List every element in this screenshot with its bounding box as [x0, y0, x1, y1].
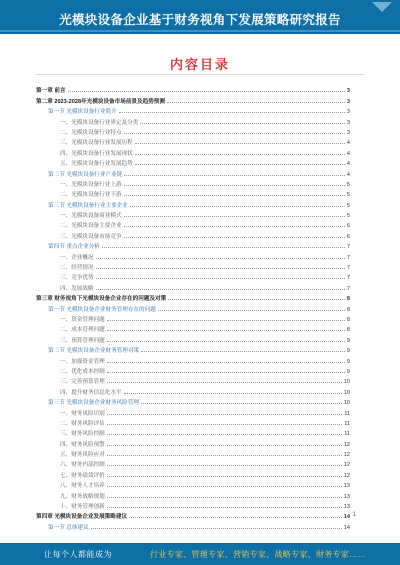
toc-leader-dots [107, 476, 342, 477]
toc-entry[interactable] [36, 84, 350, 94]
toc-entry-title: 六、财务内部控制 [60, 462, 105, 469]
toc-leader-dots [124, 393, 342, 394]
toc-entry-page: 10 [343, 400, 350, 407]
toc-entry[interactable] [36, 302, 350, 312]
toc-entry-page: 8 [346, 316, 350, 323]
toc-entry[interactable] [36, 250, 350, 260]
toc-entry[interactable] [36, 489, 350, 499]
toc-entry[interactable] [36, 281, 350, 291]
toc-entry[interactable] [36, 229, 350, 239]
toc-leader-dots [107, 320, 345, 321]
toc-entry[interactable] [36, 115, 350, 125]
toc-leader-dots [158, 310, 345, 311]
toc-entry-title: 十、财务管理创新 [60, 504, 105, 511]
toc-entry-title: 七、财务绩效评价 [60, 472, 105, 479]
toc-entry[interactable] [36, 344, 350, 354]
toc-entry-page: 3 [346, 109, 350, 116]
toc-entry-page: 3 [346, 98, 350, 105]
toc-leader-dots [107, 362, 345, 363]
toc-leader-dots [107, 372, 345, 373]
toc-entry[interactable] [36, 188, 350, 198]
toc-leader-dots [107, 341, 345, 342]
table-of-contents [36, 84, 350, 531]
toc-leader-dots [124, 237, 345, 238]
toc-entry-title: 二、财务风险评估 [60, 420, 105, 427]
toc-leader-dots [107, 382, 342, 383]
toc-leader-dots [107, 445, 342, 446]
toc-leader-dots [140, 123, 345, 124]
toc-entry-page: 3 [346, 88, 350, 95]
toc-entry-title: 一、加强资金管理 [60, 358, 105, 365]
page-title: 内容目录 [169, 57, 230, 72]
toc-entry-title: 一、光模块设备行业界定及分类 [60, 119, 139, 126]
toc-entry[interactable] [36, 375, 350, 385]
report-title: 光模块设备企业基于财务视角下发展策略研究报告 [59, 13, 341, 27]
toc-entry[interactable] [36, 396, 350, 406]
toc-entry-title: 五、财务风险应对 [60, 452, 105, 459]
toc-entry[interactable] [36, 468, 350, 478]
toc-entry[interactable] [36, 261, 350, 271]
toc-entry-title: 四、财务风险预警 [60, 441, 105, 448]
toc-entry-title: 第一节 光模块设备行业简介 [48, 109, 117, 116]
toc-leader-dots [96, 258, 345, 259]
toc-leader-dots [107, 455, 342, 456]
toc-leader-dots [96, 268, 345, 269]
toc-leader-dots [124, 133, 345, 134]
toc-entry-page: 6 [346, 223, 350, 230]
toc-entry-page: 7 [346, 285, 350, 292]
toc-entry[interactable] [36, 323, 350, 333]
toc-entry[interactable] [36, 313, 350, 323]
toc-entry[interactable] [36, 105, 350, 115]
toc-entry[interactable] [36, 510, 350, 520]
toc-entry-title: 一、财务风险识别 [60, 410, 105, 417]
toc-leader-dots [167, 102, 345, 103]
report-footer [0, 543, 400, 565]
toc-entry[interactable] [36, 354, 350, 364]
toc-entry[interactable] [36, 520, 350, 530]
toc-leader-dots [107, 486, 342, 487]
toc-entry-page: 12 [343, 441, 350, 448]
toc-entry-title: 五、光模块设备行业发展趋势 [60, 161, 133, 168]
toc-entry[interactable] [36, 178, 350, 188]
toc-entry[interactable] [36, 146, 350, 156]
toc-entry-page: 11 [344, 410, 350, 417]
toc-entry[interactable] [36, 365, 350, 375]
toc-entry-page: 8 [346, 327, 350, 334]
title-divider [36, 74, 364, 75]
toc-entry[interactable] [36, 437, 350, 447]
toc-entry[interactable] [36, 271, 350, 281]
toc-entry-page: 7 [346, 244, 350, 251]
toc-entry[interactable] [36, 198, 350, 208]
toc-entry-title: 一、光模块设备商业模式 [60, 213, 122, 220]
toc-entry-page: 10 [343, 379, 350, 386]
toc-leader-dots [130, 206, 345, 207]
toc-entry-page: 8 [346, 296, 350, 303]
toc-entry-title: 第三章 财务视角下光模块设备企业存在的问题及对策 [36, 296, 167, 303]
toc-entry-page: 3 [346, 129, 350, 136]
toc-entry-title: 第四章 光模块设备企业发展策略建议 [36, 514, 128, 521]
toc-entry-page: 12 [343, 452, 350, 459]
toc-leader-dots [107, 465, 342, 466]
toc-entry-page: 9 [346, 348, 350, 355]
toc-entry-title: 第二章 2023-2028年光模块设备市场前景及趋势预测 [36, 98, 165, 105]
toc-entry-title: 第一章 前言 [36, 88, 66, 95]
toc-entry[interactable] [36, 240, 350, 250]
toc-entry-page: 4 [346, 140, 350, 147]
toc-entry[interactable] [36, 126, 350, 136]
toc-entry-title: 第三节 光模块设备企业财务风险管理 [48, 400, 140, 407]
footer-expertise: 行业专家、管理专家、营销专家、战略专家、财务专家…… [150, 550, 366, 559]
toc-entry-title: 四、发展战略 [60, 285, 94, 292]
toc-entry-page: 8 [346, 306, 350, 313]
toc-entry-page: 4 [346, 161, 350, 168]
toc-entry[interactable] [36, 417, 350, 427]
toc-entry-page: 12 [343, 462, 350, 469]
toc-entry-page: 5 [346, 213, 350, 220]
toc-leader-dots [135, 154, 345, 155]
toc-entry-page: 14 [343, 524, 350, 531]
toc-entry-page: 6 [346, 233, 350, 240]
toc-entry-page: 5 [346, 181, 350, 188]
toc-leader-dots [102, 247, 345, 248]
toc-entry-page: 10 [343, 389, 350, 396]
toc-entry-page: 13 [343, 483, 350, 490]
page-number: 1 [352, 512, 356, 518]
toc-leader-dots [107, 434, 342, 435]
toc-entry-page: 3 [346, 119, 350, 126]
toc-entry-title: 二、光模块设备主要企业 [60, 223, 122, 230]
toc-leader-dots [107, 497, 342, 498]
toc-entry[interactable] [36, 427, 350, 437]
toc-leader-dots [119, 112, 345, 113]
toc-leader-dots [124, 216, 345, 217]
toc-leader-dots [124, 185, 345, 186]
toc-entry[interactable] [36, 333, 350, 343]
toc-entry-title: 第一节 总体建议 [48, 524, 89, 531]
toc-entry[interactable] [36, 406, 350, 416]
toc-entry-title: 一、光模块设备行业上游 [60, 181, 122, 188]
toc-leader-dots [135, 143, 345, 144]
toc-entry-page: 4 [346, 150, 350, 157]
toc-entry-title: 四、提升财务信息化水平 [60, 389, 122, 396]
toc-entry-page: 7 [346, 265, 350, 272]
toc-entry-title: 九、财务战略规划 [60, 493, 105, 500]
toc-leader-dots [129, 517, 342, 518]
toc-leader-dots [107, 414, 342, 415]
toc-entry[interactable] [36, 157, 350, 167]
toc-leader-dots [168, 299, 345, 300]
toc-entry-page: 11 [344, 420, 350, 427]
toc-leader-dots [141, 351, 345, 352]
toc-entry-title: 二、经营情况 [60, 265, 94, 272]
toc-leader-dots [124, 195, 345, 196]
toc-entry[interactable] [36, 136, 350, 146]
toc-entry-title: 三、竞争优势 [60, 275, 94, 282]
toc-entry-title: 三、光模块设备市场竞争 [60, 233, 122, 240]
toc-entry-title: 第二节 光模块设备行业产业链 [48, 171, 123, 178]
toc-entry[interactable] [36, 458, 350, 468]
toc-entry-title: 四、光模块设备行业发展现状 [60, 150, 133, 157]
toc-entry-title: 三、完善预算管理 [60, 379, 105, 386]
toc-entry-title: 一、企业概况 [60, 254, 94, 261]
header-decoration [372, 2, 392, 12]
toc-entry-page: 7 [346, 275, 350, 282]
toc-leader-dots [96, 289, 345, 290]
toc-entry-title: 二、光模块设备行业下游 [60, 192, 122, 199]
footer-slogan: 让每个人都能成为 [44, 550, 112, 559]
toc-entry-title: 三、预算管理问题 [60, 337, 105, 344]
toc-leader-dots [68, 91, 345, 92]
toc-entry-page: 14 [343, 514, 350, 521]
toc-leader-dots [91, 528, 342, 529]
toc-entry-page: 11 [344, 431, 350, 438]
toc-entry-page: 9 [346, 368, 350, 375]
toc-entry-title: 第一节 光模块设备企业财务管理存在的问题 [48, 306, 156, 313]
toc-entry-title: 二、优化成本控制 [60, 368, 105, 375]
toc-entry-title: 三、财务风险控制 [60, 431, 105, 438]
toc-entry-title: 三、光模块设备行业发展历程 [60, 140, 133, 147]
toc-entry-page: 12 [343, 472, 350, 479]
toc-leader-dots [135, 164, 345, 165]
report-header [0, 0, 400, 34]
toc-entry-title: 八、财务人才培养 [60, 483, 105, 490]
toc-entry-page: 9 [346, 337, 350, 344]
toc-entry[interactable] [36, 479, 350, 489]
toc-entry-page: 5 [346, 202, 350, 209]
toc-entry-page: 5 [346, 192, 350, 199]
toc-entry-title: 第二节 光模块设备企业财务管理对策 [48, 348, 140, 355]
toc-entry-page: 9 [346, 358, 350, 365]
toc-entry[interactable] [36, 219, 350, 229]
toc-leader-dots [107, 424, 342, 425]
toc-entry[interactable] [36, 385, 350, 395]
toc-entry-page: 4 [346, 171, 350, 178]
toc-leader-dots [96, 278, 345, 279]
toc-entry[interactable] [36, 500, 350, 510]
toc-entry-page: 13 [343, 504, 350, 511]
toc-entry-title: 第三节 光模块设备行业主要企业 [48, 202, 128, 209]
toc-leader-dots [107, 507, 342, 508]
toc-entry[interactable] [36, 209, 350, 219]
toc-leader-dots [141, 403, 342, 404]
toc-leader-dots [124, 226, 345, 227]
toc-leader-dots [107, 330, 345, 331]
toc-entry[interactable] [36, 292, 350, 302]
toc-entry-title: 二、光模块设备行业特点 [60, 129, 122, 136]
toc-entry-page: 7 [346, 254, 350, 261]
header-stripe [0, 30, 400, 32]
toc-entry[interactable] [36, 167, 350, 177]
toc-entry-title: 一、资金管理问题 [60, 316, 105, 323]
toc-leader-dots [124, 175, 345, 176]
toc-entry[interactable] [36, 94, 350, 104]
toc-entry[interactable] [36, 448, 350, 458]
toc-entry-title: 二、成本管理问题 [60, 327, 105, 334]
toc-entry-title: 第四节 重点企业分析 [48, 244, 100, 251]
toc-entry-page: 13 [343, 493, 350, 500]
